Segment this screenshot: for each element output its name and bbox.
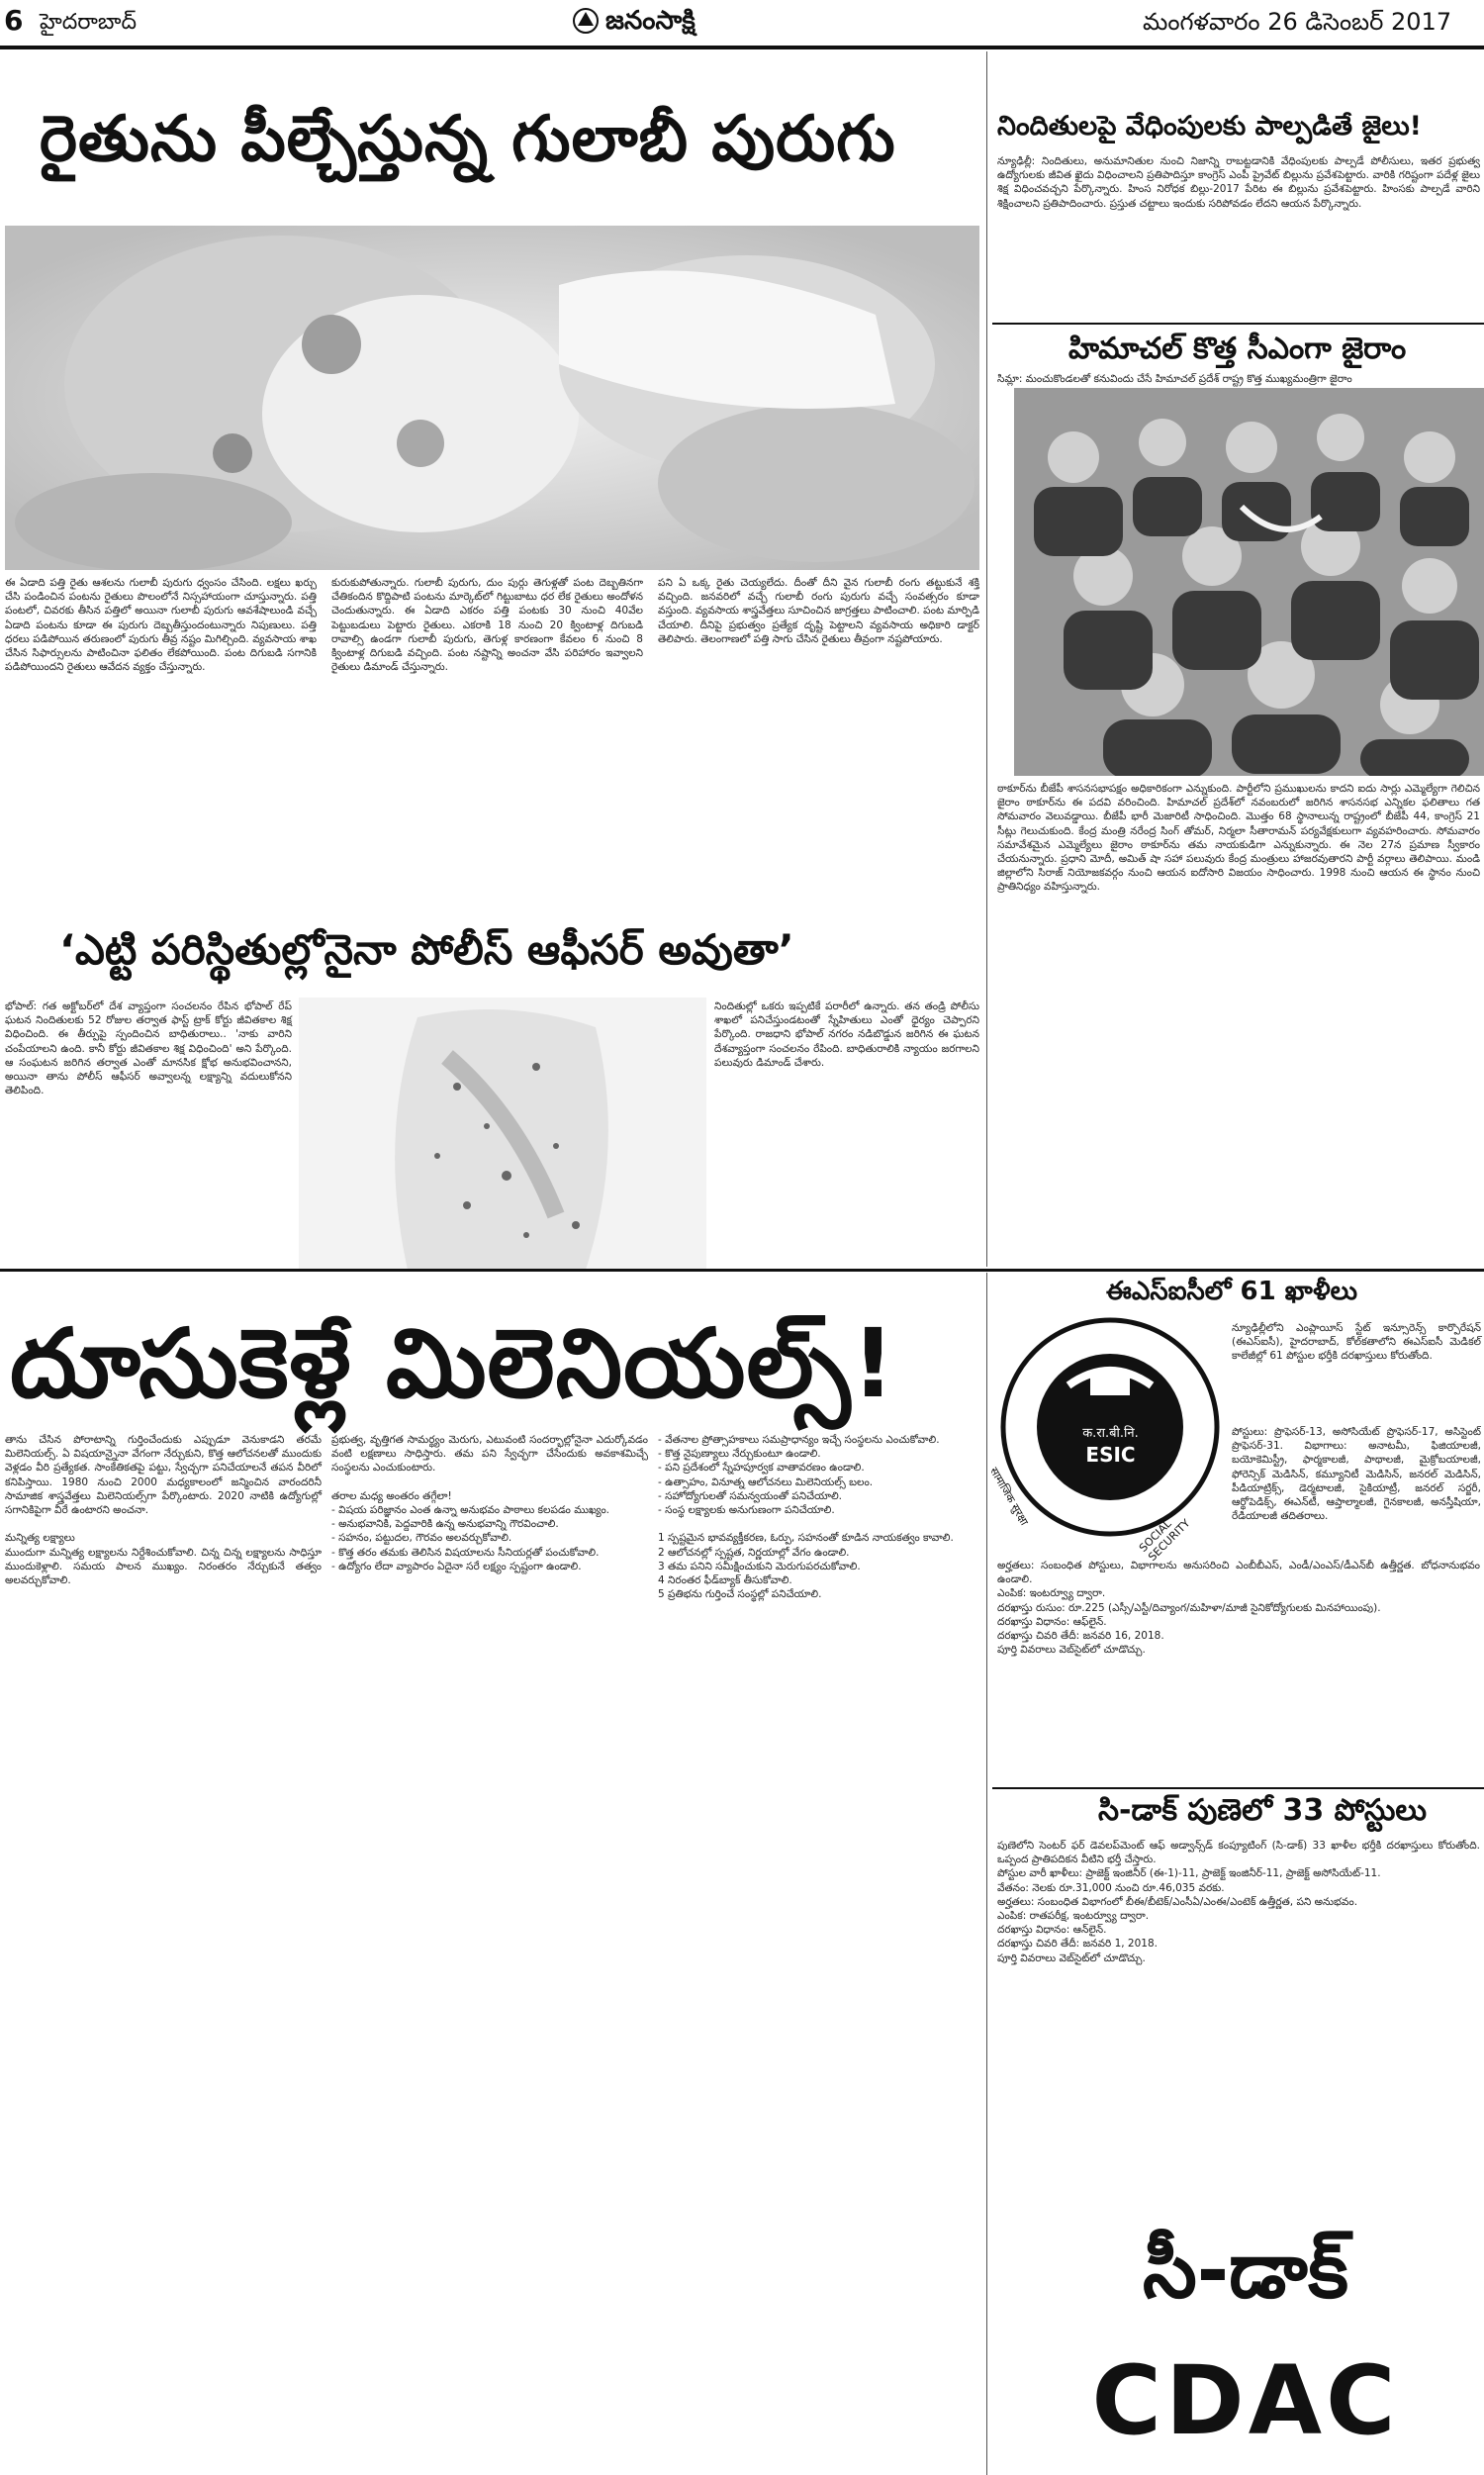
cdac-logo-telugu: సీ-డాక్ <box>1143 2227 1348 2316</box>
story4-body2: ఠాకూర్‌ను బీజేపీ శాసనసభాపక్షం అధికారికంగా ఎన్నుకుంది. పార్టీలోని ప్రముఖులను కాదని ఐదు సార్లు ఎమ్మెల్యేగా గెలిచిన జైరాం ఠాకూర్‌ను ఈ పదవి వరించింది. హిమాచల్ ప్రదేశ్‌లో నవంబరులో జరిగిన శాసనసభ ఎన్నికల ఫలితాలు గత సోమవారం వెలువడ్డాయి. బీజేపీ భారీ మెజారిటీ సాధించింది. మొత్తం 68 స్థానాలున్న రాష్ట్రంలో బీజేపీ 44, కాంగ్రెస్ 21 సీట్లు గెలుచుకుంది. కేంద్ర మంత్రి నరేంద్ర సింగ్ తోమర్, నిర్మలా సీతారామన్ పర్యవేక్షకులుగా వ్యవహరించారు. సోమవారం సమావేశమైన ఎమ్మెల్యేలు జైరాం ఠాకూర్‌ను తమ నాయకుడిగా ఎన్నుకున్నారు. ఈ నెల 27న ప్రమాణ స్వీకారం చేయనున్నారు. ప్రధాని మోదీ, అమిత్ షా సహా పలువురు కేంద్ర మంత్రులు హాజరవుతారని పార్టీ వర్గాలు తెలిపాయి. మండి జిల్లాలోని సిరాజ్ నియోజకవర్గం నుంచి ఆయన ఐదోసారి విజయం సాధించారు. 1998 నుంచి ఆయన ఈ స్థానం నుంచి ప్రాతినిధ్యం వహిస్తున్నారు. <box>997 783 1480 894</box>
section-rule <box>0 1269 1484 1272</box>
story2-photo <box>299 998 706 1270</box>
masthead <box>0 0 1484 46</box>
story4-photo <box>1014 388 1484 776</box>
story2-col2: నిందితుల్లో ఒకరు ఇప్పటికే పరారీలో ఉన్నారు. తన తండ్రి పోలీసు శాఖలో పనిచేస్తుండటంతో స్నేహితులు ఎంతో ధైర్యం చెప్పారని పేర్కొంది. రాజధాని భోపాల్ నగరం నడిబొడ్డున జరిగిన ఈ ఘటన దేశవ్యాప్తంగా సంచలనం రేపింది. బాధితురాలికి న్యాయం జరగాలని పలువురు డిమాండ్ చేశారు. <box>714 1000 979 1069</box>
story7-body: పుణెలోని సెంటర్ ఫర్ డెవలప్‌మెంట్ ఆఫ్ అడ్వాన్స్‌డ్ కంప్యూటింగ్ (సి-డాక్) 33 ఖాళీల భర్తీకి దరఖాస్తులు కోరుతోంది. ఒప్పంద ప్రాతిపదికన వీటిని భర్తీ చేస్తారు. పోస్టుల వారీ ఖాళీలు: ప్రాజెక్ట్ ఇంజినీర్ (ఈ-1)-11, ప్రాజెక్ట్ ఇంజినీర్-11, ప్రాజెక్ట్ అసోసియేట్-11. వేతనం: నెలకు రూ.31,000 నుంచి రూ.46,035 వరకు. అర్హతలు: సంబంధిత విభాగంలో బీఈ/బీటెక్/ఎంసీఏ/ఎంఈ/ఎంటెక్ ఉత్తీర్ణత, పని అనుభవం. ఎంపిక: రాతపరీక్ష, ఇంటర్వ్యూ ద్వారా. దరఖాస్తు విధానం: ఆన్‌లైన్. దరఖాస్తు చివరి తేదీ: జనవరి 1, 2018. పూర్తి వివరాలు వెబ్‌సైట్‌లో చూడొచ్చు. <box>997 1840 1480 1964</box>
story1-headline: రైతును పీల్చేస్తున్న గులాబీ పురుగు <box>40 103 896 176</box>
story2-col1: భోపాల్: గత అక్టోబర్‌లో దేశ వ్యాప్తంగా సంచలనం రేపిన భోపాల్ రేప్ ఘటన నిందితులకు 52 రోజుల తర్వాత ఫాస్ట్ ట్రాక్ కోర్టు జీవితకాల శిక్ష విధించింది. ఈ తీర్పుపై స్పందించిన బాధితురాలు.. 'నాకు వారిని చంపేయాలని ఉంది. కానీ కోర్టు జీవితకాల శిక్ష విధించింది' అని పేర్కొంది. ఆ సంఘటన జరిగిన తర్వాత ఎంతో మానసిక క్షోభ అనుభవించానని, అయినా తాను పోలీస్ ఆఫీసర్ అవ్వాలన్న లక్ష్యాన్ని వదులుకోనని తెలిపింది. <box>5 1000 292 1097</box>
esic-logo-devanagari: क.रा.बी.नि. <box>1082 1426 1139 1441</box>
cdac-logo <box>1009 2227 1482 2464</box>
story6-headline: ఈఎస్ఐసీలో 61 ఖాళీలు <box>1106 1277 1358 1306</box>
story6-body1: న్యూఢిల్లీలోని ఎంప్లాయీస్ స్టేట్ ఇన్సూరెన్స్ కార్పొరేషన్ (ఈఎస్ఐసీ), హైదరాబాద్, కోల్‌కతాలోని ఈఎస్ఐసీ మెడికల్ కాలేజీల్లో 61 పోస్టుల భర్తీకి దరఖాస్తులు కోరుతోంది. <box>1232 1322 1481 1363</box>
paper-logo-icon <box>569 6 603 36</box>
story5-headline: దూసుకెళ్లే మిలెనియల్స్! <box>10 1308 896 1419</box>
story6-body2: పోస్టులు: ప్రొఫెసర్-13, అసోసియేట్ ప్రొఫెసర్-17, అసిస్టెంట్ ప్రొఫెసర్-31. విభాగాలు: అనాటమీ, ఫిజియాలజీ, బయోకెమిస్ట్రీ, ఫార్మకాలజీ, పాథాలజీ, మైక్రోబయాలజీ, ఫోరెన్సిక్ మెడిసిన్, కమ్యూనిటీ మెడిసిన్, జనరల్ మెడిసిన్, పీడియాట్రిక్స్, డెర్మటాలజీ, సైకియాట్రీ, జనరల్ సర్జరీ, ఆర్థోపెడిక్స్, ఈఎన్‌టీ, ఆప్తాల్మాలజీ, గైనకాలజీ, అనస్తీషియా, రేడియాలజీ తదితరాలు. <box>1232 1426 1481 1523</box>
esic-logo-text: ESIC <box>1085 1443 1136 1467</box>
story1-photo <box>5 226 979 570</box>
right-column-rule <box>986 51 987 1267</box>
story3-headline: నిందితులపై వేధింపులకు పాల్పడితే జైలు! <box>997 111 1422 142</box>
esic-logo <box>986 1316 1222 1565</box>
story1-col3: పని ఏ ఒక్క రైతు చెయ్యలేదు. దీంతో దీని వైన గులాబీ రంగు తట్టుకునే శక్తి వచ్చింది. జనవరిలో వచ్చే గులాబీ రంగు పురుగు వచ్చే సంవత్సరం కూడా వస్తుంది. వ్యవసాయ శాస్త్రవేత్తలు సూచించిన జాగ్రత్తలు పాటించాలి. పంట మార్పిడి చేయాలి. దీనిపై ప్రభుత్వం ప్రత్యేక దృష్టి పెట్టాలని వ్యవసాయ అధికారి డాక్టర్ తెలిపారు. తెలంగాణలో పత్తి సాగు చేసిన రైతులు తీవ్రంగా నష్టపోయారు. <box>658 577 979 645</box>
story4-body1: సిమ్లా: మంచుకొండలతో కనువిందు చేసే హిమాచల్ ప్రదేశ్ రాష్ట్ర కొత్త ముఖ్యమంత్రిగా జైరాం <box>997 373 1352 385</box>
story5-col1: తాను చేసిన పోరాటాన్ని గుర్తించేందుకు ఎప్పుడూ వెనుకాడని తరమే మిలెనియల్స్. ఏ విషయాన్నైనా వేగంగా నేర్చుకుని, కొత్త ఆలోచనలతో ముందుకు వెళ్లడం వీరి ప్రత్యేకత. సాంకేతికతపై పట్టు, స్వేచ్ఛగా పనిచేయాలనే తపన వీరిలో కనిపిస్తాయి. 1980 నుంచి 2000 మధ్యకాలంలో జన్మించిన వారందరినీ సామాజిక శాస్త్రవేత్తలు మిలెనియల్స్‌గా పేర్కొంటారు. 2020 నాటికి ఉద్యోగుల్లో సగానికిపైగా వీరే ఉంటారని అంచనా. మన్నిత్య లక్ష్యాలు ముందుగా మన్నిత్య లక్ష్యాలను నిర్దేశించుకోవాలి. చిన్న చిన్న లక్ష్యాలను సాధిస్తూ ముందుకెళ్లాలి. సమయ పాలన ముఖ్యం. నిరంతరం నేర్చుకునే తత్వం అలవర్చుకోవాలి. <box>5 1434 322 1587</box>
story6-rule <box>992 1787 1484 1789</box>
story1-col1: ఈ ఏడాది పత్తి రైతు ఆశలను గులాబీ పురుగు ధ్వంసం చేసింది. లక్షలు ఖర్చు చేసి పండించిన పంటను రైతులు పొలంలోనే నిస్సహాయంగా చూస్తున్నారు. పత్తి పంటలో, చివరకు తీసిన పత్తిలో అయినా గులాబీ పురుగు ఆవశేషాలుండి వచ్చే ఏడాది పంటను కూడా ఈ పురుగు దెబ్బతీస్తుందంటున్నారు నిపుణులు. పత్తి ధరలు పడిపోయిన తరుణంలో పురుగు తీవ్ర నష్టం మిగిల్చింది. వ్యవసాయ శాఖ చేసిన సిఫార్సులను పాటించినా ఫలితం లేకపోయింది. పంట దిగుబడి సగానికి పడిపోయిందని రైతులు ఆవేదన వ్యక్తం చేస్తున్నారు. <box>5 577 317 674</box>
city-label: హైదరాబాద్ <box>40 10 137 35</box>
paper-name: జనంసాక్షి <box>605 6 696 36</box>
esic-logo-english-arc: SOCIAL SECURITY <box>1136 1516 1193 1565</box>
issue-date: మంగళవారం 26 డిసెంబర్ 2017 <box>1143 8 1452 36</box>
masthead-rule <box>0 46 1484 49</box>
story6-body3: అర్హతలు: సంబంధిత పోస్టులు, విభాగాలను అనుసరించి ఎంబీబీఎస్, ఎండీ/ఎంఎస్/డీఎన్‌బీ ఉత్తీర్ణత. బోధనానుభవం ఉండాలి. ఎంపిక: ఇంటర్వ్యూ ద్వారా. దరఖాస్తు రుసుం: రూ.225 (ఎస్సీ/ఎస్టీ/దివ్యాంగ/మహిళా/మాజీ సైనికోద్యోగులకు మినహాయింపు). దరఖాస్తు విధానం: ఆఫ్‌లైన్. దరఖాస్తు చివరి తేదీ: జనవరి 16, 2018. పూర్తి వివరాలు వెబ్‌సైట్‌లో చూడొచ్చు. <box>997 1560 1480 1657</box>
story1-col2: కురుకుపోతున్నారు. గులాబీ పురుగు, దుం పుర్గు తెగుళ్లతో పంట దెబ్బతినగా చేతికందిన కొద్దిపాటి పంటను మార్కెట్‌లో గిట్టుబాటు ధర లేక రైతులు అందోళన చెందుతున్నారు. ఈ ఏడాది ఎకరం పత్తి పంటకు 30 నుంచి 40వేల పెట్టుబడులు పెట్టారు రైతులు. ఎకరాకి 18 నుంచి 20 క్వింటాళ్ల దిగుబడి రావాల్సి ఉండగా గులాబీ పురుగు, తెగుళ్ల కారణంగా కేవలం 6 నుంచి 8 క్వింటాళ్ల దిగుబడి వచ్చింది. పంట నష్టాన్ని అంచనా వేసి పరిహారం ఇవ్వాలని రైతులు డిమాండ్ చేస్తున్నారు. <box>331 577 643 674</box>
story5-col3: - వేతనాల ప్రోత్సాహకాలు సమప్రాధాన్యం ఇచ్చే సంస్థలను ఎంచుకోవాలి. - కొత్త నైపుణ్యాలు నేర్చుకుంటూ ఉండాలి. - పని ప్రదేశంలో స్నేహపూర్వక వాతావరణం ఉండాలి. - ఉత్సాహం, వినూత్న ఆలోచనలు మిలెనియల్స్ బలం. - సహోద్యోగులతో సమన్వయంతో పనిచేయాలి. - సంస్థ లక్ష్యాలకు అనుగుణంగా పనిచేయాలి. 1 స్పష్టమైన భావవ్యక్తీకరణ, ఓర్పు, సహనంతో కూడిన నాయకత్వం కావాలి. 2 ఆలోచనల్లో స్పష్టత, నిర్ణయాల్లో వేగం ఉండాలి. 3 తమ పనిని సమీక్షించుకుని మెరుగుపరచుకోవాలి. 4 నిరంతర ఫీడ్‌బ్యాక్ తీసుకోవాలి. 5 ప్రతిభను గుర్తించే సంస్థల్లో పనిచేయాలి. <box>658 1434 954 1601</box>
story3-body: న్యూఢిల్లీ: నిందితులు, అనుమానితుల నుంచి నిజాన్ని రాబట్టడానికి వేధింపులకు పాల్పడే పోలీసులు, ఇతర ప్రభుత్వ ఉద్యోగులకు జీవిత ఖైదు విధించాలని ప్రతిపాదిస్తూ కాంగ్రెస్ ఎంపీ ప్రైవేట్ బిల్లును ప్రవేశపెట్టారు. వారికి గరిష్టంగా పదేళ్ల జైలు శిక్ష విధించవచ్చని పేర్కొన్నారు. హింస నిరోధక బిల్లు-2017 పేరిట ఈ బిల్లును ప్రవేశపెట్టారు. హింసకు పాల్పడే వారిని శిక్షించాలని ప్రతిపాదించారు. ప్రస్తుత చట్టాలు ఇందుకు సరిపోవడం లేదని ఆయన పేర్కొన్నారు. <box>997 155 1480 210</box>
story4-headline: హిమాచల్ కొత్త సీఎంగా జైరాం <box>1068 332 1407 366</box>
cdac-logo-latin: CDAC <box>1091 2345 1400 2456</box>
bottom-column-rule <box>986 1273 987 2475</box>
story2-headline: ‘ఎట్టి పరిస్థితుల్లోనైనా పోలీస్ ఆఫీసర్ అవుతా’ <box>59 925 794 974</box>
story7-headline: సి-డాక్ పుణెలో 33 పోస్టులు <box>1098 1793 1427 1828</box>
story3-rule <box>992 323 1484 325</box>
story5-col2: ప్రభుత్వ, వృత్తిగత సామర్థ్యం మెరుగు, ఎటువంటి సందర్భాల్లోనైనా ఎదుర్కోవడం వంటి లక్షణాలు సాధిస్తారు. తమ పని స్వేచ్ఛగా చేసేందుకు అవకాశమిచ్చే సంస్థలను ఎంచుకుంటారు. తరాల మధ్య అంతరం తగ్గేలా! - విషయ పరిజ్ఞానం ఎంత ఉన్నా అనుభవం పాఠాలు కలపడం ముఖ్యం. - అనుభవానికి, పెద్దవారికి ఉన్న అనుభవాన్ని గౌరవించాలి. - సహనం, పట్టుదల, గౌరవం అలవర్చుకోవాలి. - కొత్త తరం తమకు తెలిసిన విషయాలను సీనియర్లతో పంచుకోవాలి. - ఉద్యోగం లేదా వ్యాపారం ఏదైనా సరే లక్ష్యం స్పష్టంగా ఉండాలి. <box>331 1434 648 1572</box>
page-number: 6 <box>4 4 24 37</box>
esic-logo-hindi-arc: सामाजिक सुरक्षा <box>986 1465 1031 1528</box>
